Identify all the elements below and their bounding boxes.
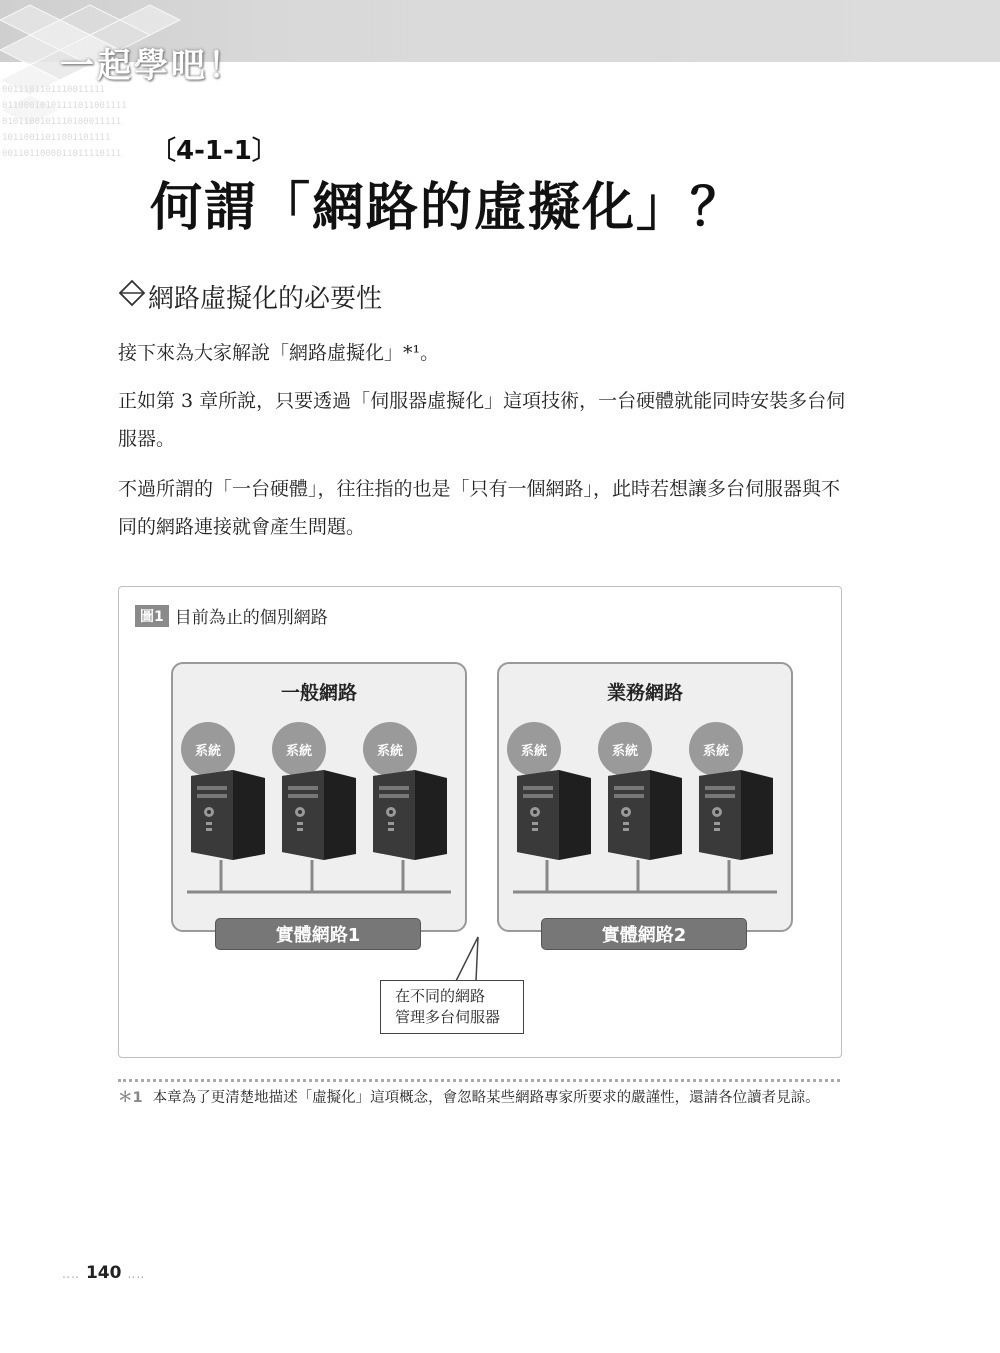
server-icon (608, 770, 682, 892)
page-number: ‥‥ 140 ‥‥ (62, 1263, 146, 1283)
system-badge: 系統 (598, 722, 652, 776)
server-group (173, 664, 465, 930)
figure-tag: 圖1 (135, 605, 169, 627)
system-badge: 系統 (181, 722, 235, 776)
section-number: 〔4-1-1〕 (150, 136, 278, 166)
sub-heading-text: 網路虛擬化的必要性 (148, 284, 383, 314)
footnote (118, 1086, 842, 1110)
svg-text:0011011000011011110111: 0011011000011011110111 (2, 149, 122, 159)
system-badge: 系統 (272, 722, 326, 776)
page-title: 何謂「網路的虛擬化」？ (150, 178, 745, 238)
callout-box (380, 980, 524, 1034)
server-icon (373, 770, 447, 892)
figure-caption (135, 603, 328, 628)
svg-text:01100010101111011001111: 01100010101111011001111 (2, 101, 127, 111)
server-group (499, 664, 791, 930)
header-title: 一起學吧！ (60, 46, 245, 86)
diamond-outline-icon (118, 279, 146, 314)
svg-text:10110011011001101111: 10110011011001101111 (2, 133, 111, 143)
panel-title: 一般網路 (280, 682, 357, 704)
network-panel-general (171, 662, 467, 932)
network-panel-business (497, 662, 793, 932)
physical-network-label: 實體網路1 (215, 918, 421, 950)
server-icon (191, 770, 265, 892)
paragraph: 不過所謂的「一台硬體」，往往指的也是「只有一個網路」，此時若想讓多台伺服器與不同的網路連接就會產生問題。 (118, 478, 841, 538)
svg-text:0011101101110011111: 0011101101110011111 (2, 85, 105, 95)
page-number-value: 140 (85, 1263, 122, 1283)
callout-line: 管理多台伺服器 (395, 1008, 501, 1026)
system-badge: 系統 (363, 722, 417, 776)
footnote-divider (118, 1079, 840, 1082)
system-badge: 系統 (689, 722, 743, 776)
paragraph: 正如第 3 章所說，只要透過「伺服器虛擬化」這項技術，一台硬體就能同時安裝多台伺服器。 (118, 390, 846, 450)
callout-pointer (440, 935, 490, 985)
figure-caption-text: 目前為止的個別網路 (174, 608, 328, 628)
server-icon (517, 770, 591, 892)
physical-network-label: 實體網路2 (541, 918, 747, 950)
svg-text:0101100101110100011111: 0101100101110100011111 (2, 117, 122, 127)
callout-line: 在不同的網路 (395, 987, 486, 1005)
paragraph: 接下來為大家解說「網路虛擬化」*¹。 (118, 342, 440, 364)
system-badge: 系統 (507, 722, 561, 776)
panel-title: 業務網路 (606, 682, 683, 704)
footnote-mark: ＊1 (118, 1090, 143, 1106)
sub-heading (118, 278, 382, 315)
footnote-text: 本章為了更清楚地描述「虛擬化」這項概念，會忽略某些網路專家所要求的嚴謹性，還請各位讀者見諒。 (152, 1090, 820, 1106)
server-icon (699, 770, 773, 892)
server-icon (282, 770, 356, 892)
